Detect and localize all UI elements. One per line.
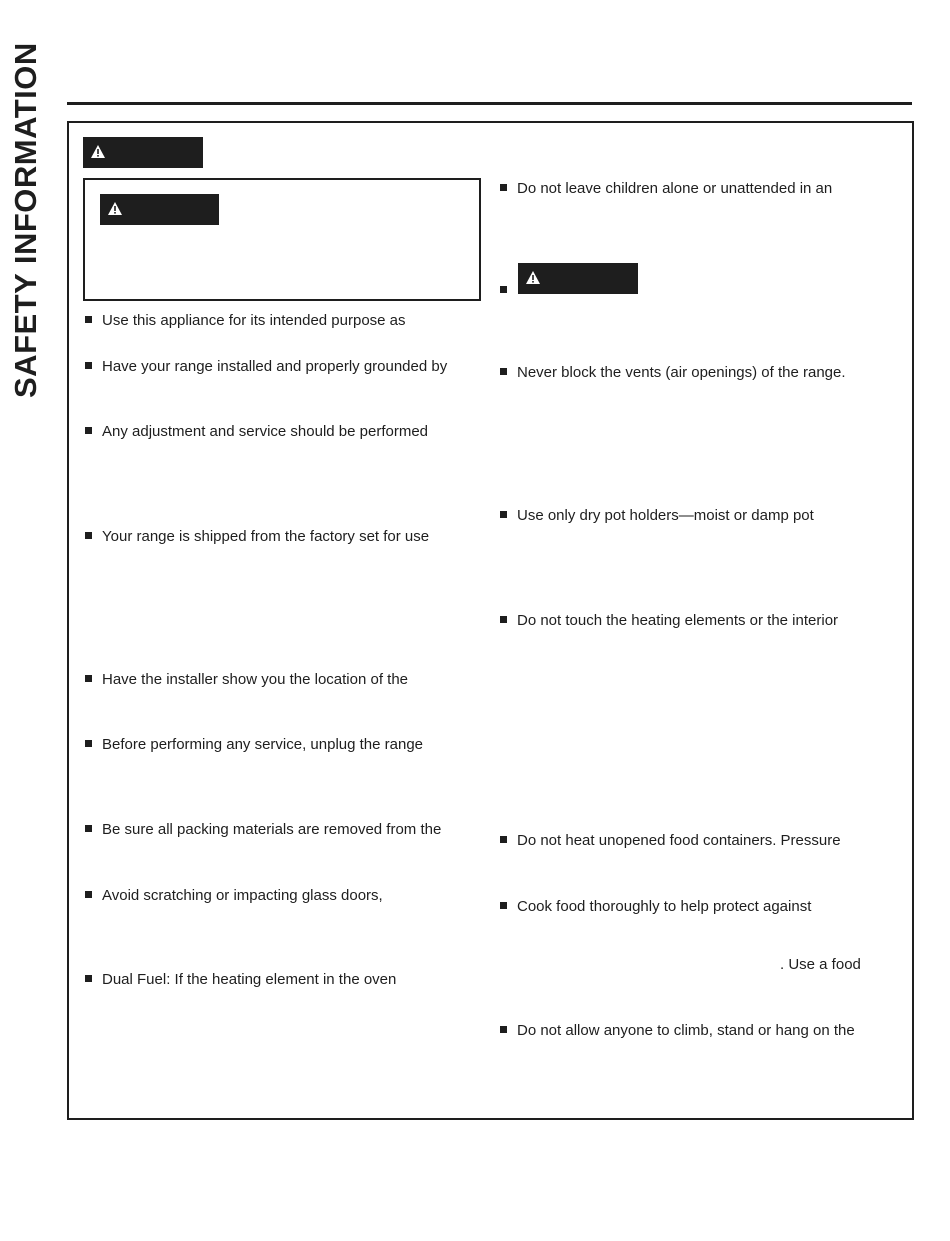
list-item-text: Have your range installed and properly grounded by [102, 358, 448, 375]
list-item-text: Do not touch the heating elements or the interior [517, 612, 839, 629]
list-item [85, 887, 383, 905]
bullet-marker [85, 740, 92, 747]
list-item-text: Be sure all packing materials are removed from the [102, 821, 442, 838]
warning-triangle-icon [526, 271, 540, 284]
bullet-marker [500, 184, 507, 191]
list-item-text: Do not allow anyone to climb, stand or hang on the [517, 1022, 855, 1039]
list-item-text: Any adjustment and service should be performed [102, 423, 429, 440]
list-item [85, 312, 406, 330]
top-rule [67, 102, 912, 105]
list-item-text: Dual Fuel: If the heating element in the oven [102, 971, 397, 988]
list-item-text: Before performing any service, unplug the range [102, 736, 424, 753]
list-item-text: Use only dry pot holders—moist or damp pot [517, 507, 814, 524]
bullet-marker [85, 825, 92, 832]
list-item [500, 832, 841, 850]
list-item-text: Do not leave children alone or unattended in an [517, 180, 833, 197]
list-item-text: Do not heat unopened food containers. Pressure [517, 832, 841, 849]
list-item [85, 821, 441, 839]
warning-label-main [83, 137, 203, 168]
list-item-text: Have the installer show you the location of the [102, 671, 409, 688]
page-side-title: SAFETY INFORMATION [8, 42, 43, 398]
list-item [85, 358, 447, 376]
bullet-marker [500, 902, 507, 909]
list-item [500, 612, 838, 630]
bullet-marker [500, 368, 507, 375]
list-item [85, 671, 408, 689]
warning-label-inner [100, 194, 219, 225]
bullet-marker [85, 532, 92, 539]
bullet-marker [500, 511, 507, 518]
list-item [85, 528, 429, 546]
list-item [500, 1022, 855, 1040]
list-item [85, 736, 423, 754]
bullet-marker [500, 286, 507, 293]
list-item-text: Your range is shipped from the factory set for use [102, 528, 430, 545]
list-item-text: Never block the vents (air openings) of the range. [517, 364, 846, 381]
bullet-marker [500, 616, 507, 623]
list-item [85, 423, 428, 441]
list-item-text: Use this appliance for its intended purpose as [102, 312, 406, 329]
list-item [500, 364, 846, 382]
list-item-text: Avoid scratching or impacting glass doors, [102, 887, 383, 904]
list-item [500, 898, 811, 916]
warning-triangle-icon [108, 202, 122, 215]
bullet-marker [85, 362, 92, 369]
bullet-marker [500, 1026, 507, 1033]
list-item-fragment: . Use a food [780, 956, 861, 973]
warning-label-right [518, 263, 638, 294]
bullet-marker [85, 975, 92, 982]
list-item-text: Cook food thoroughly to help protect against [517, 898, 812, 915]
bullet-marker [85, 891, 92, 898]
warning-triangle-icon [91, 145, 105, 158]
list-item [500, 507, 814, 525]
list-item [500, 180, 832, 198]
bullet-marker [85, 427, 92, 434]
list-item [85, 971, 396, 989]
bullet-marker [500, 836, 507, 843]
bullet-marker [85, 675, 92, 682]
bullet-marker [85, 316, 92, 323]
